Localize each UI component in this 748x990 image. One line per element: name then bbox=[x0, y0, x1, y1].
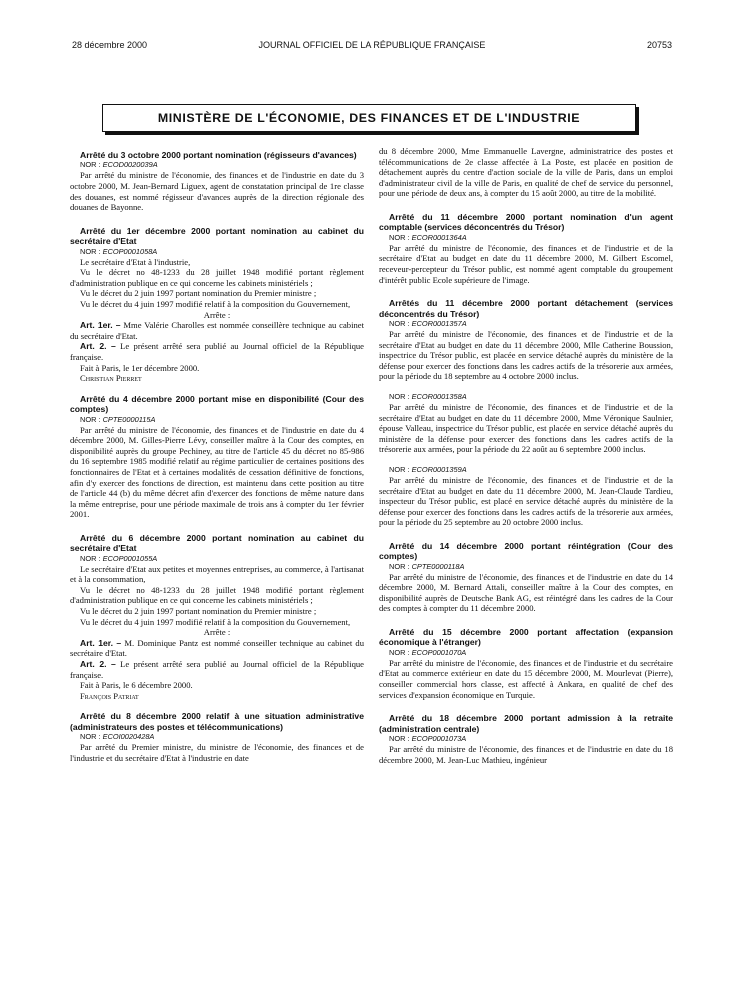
nor-reference: NOR : ECOP0001055A bbox=[80, 553, 158, 563]
decree-paragraph: Vu le décret no 48-1233 du 28 juillet 1948 modifié portant règlement d'administration publique en ce qui concerne les cabinets ministériels ; bbox=[70, 584, 364, 606]
decree-paragraph: Vu le décret no 48-1233 du 28 juillet 1948 modifié portant règlement d'administration publique en ce qui concerne les cabinets ministériels ; bbox=[70, 267, 364, 288]
decree-retraite bbox=[379, 713, 673, 765]
decree-body: Par arrêté du ministre de l'économie, des finances et de l'industrie et de la secrétaire d'Etat au budget en date du 11 décembre 2000, Mme Véronique Saulnier, épouse Valleau, inspectrice du Trésor public, est placée en service détaché auprès du ministère de la défense pour exercer des fonctions dans les cadres actifs de la trésorerie aux armées, pour la période du 22 août au 6 septembre 2000 inclus. bbox=[379, 401, 673, 455]
decree-affectation bbox=[379, 627, 673, 700]
nor-reference: NOR : ECOI0020428A bbox=[80, 732, 155, 742]
decree-date-line: Fait à Paris, le 1er décembre 2000. bbox=[80, 362, 200, 373]
decree-body-continued: du 8 décembre 2000, Mme Emmanuelle Lavergne, administratrice des postes et télécommunications de 2e classe affectée à La Poste, est placée en position de détachement auprès du centre d'action sociale de la ville de Paris, dans un emploi d'administrateur civil de la ville de Paris, en qualité de chef de service du personnel, pour une période de deux ans, à compter du 15 août 2000, au titre de la mobilité. bbox=[379, 146, 673, 199]
header-date: 28 décembre 2000 bbox=[72, 40, 148, 50]
article-2: Art. 2. – Le présent arrêté sera publié au Journal officiel de la République française. bbox=[70, 659, 364, 680]
decree-title: Arrêté du 6 décembre 2000 portant nomination au cabinet du secrétaire d'Etat bbox=[70, 532, 364, 554]
decree-detachement bbox=[379, 298, 673, 528]
decree-paragraph: Vu le décret du 2 juin 1997 portant nomination du Premier ministre ; bbox=[80, 288, 317, 299]
right-column bbox=[379, 146, 673, 765]
decree-body: Par arrêté du ministre de l'économie, des finances et de l'industrie en date du 4 décembre 2000, M. Gilles-Pierre Lévy, conseiller maître à la Cour des comptes, en disponibilité auprès du groupe Pechiney, au titre de l'article 45 du décret no 85-986 du 16 septembre 1985 modifié relatif au régime particulier de certaines positions des fonctionnaires de l'Etat et à certaines modalités de cessation définitive de fonctions, afin d'y exercer des fonctions de direction, est maintenu dans cette position au titre de l'article 44 (b) du même décret afin d'exercer des fonctions de même nature dans la même entreprise, pour une période maximale de trois ans à compter du 1er février 2001. bbox=[70, 424, 364, 520]
decree-title: Arrêté du 11 décembre 2000 portant nomination d'un agent comptable (services déconcentrés du Trésor) bbox=[379, 211, 673, 233]
decree-body: Par arrêté du ministre de l'économie, des finances et de l'industrie et de la secrétaire d'Etat au budget en date du 11 décembre 2000, Mlle Catherine Boussion, inspectrice du Trésor public, est placée en service détaché auprès du ministère de la défense pour exercer des fonctions dans les cadres actifs de la trésorerie aux armées, pour la période du 18 septembre au 4 octobre 2000 inclus. bbox=[379, 328, 673, 382]
decree-paragraph: Vu le décret du 2 juin 1997 portant nomination du Premier ministre ; bbox=[80, 606, 317, 617]
decree-cabinet-industrie bbox=[70, 226, 364, 384]
nor-reference: NOR : ECOD0020039A bbox=[80, 160, 158, 170]
signature: François Patriat bbox=[80, 690, 139, 701]
article-2: Art. 2. – Le présent arrêté sera publié au Journal officiel de la République française. bbox=[70, 341, 364, 362]
article-1: Art. 1er. – Mme Valérie Charolles est nommée conseillère technique au cabinet du secrétaire d'Etat. bbox=[70, 320, 364, 341]
decree-reintegration bbox=[379, 541, 673, 614]
decree-body: Par arrêté du ministre de l'économie, des finances et de l'industrie et de la secrétaire d'Etat au budget en date du 11 décembre 2000, M. Jean-Claude Tardieu, inspecteur du Trésor public, est placé en service détaché auprès du ministère de la défense pour exercer des fonctions dans les cadres actifs de la trésorerie aux armées, pour la période du 25 septembre au 20 octobre 2000 inclus. bbox=[379, 474, 673, 528]
nor-reference: NOR : ECOR0001357A bbox=[389, 318, 467, 328]
nor-reference: NOR : ECOR0001359A bbox=[389, 464, 467, 474]
arrete-label: Arrête : bbox=[203, 309, 231, 320]
header-journal-title: JOURNAL OFFICIEL DE LA RÉPUBLIQUE FRANÇAISE bbox=[258, 40, 486, 50]
decree-body: Par arrêté du ministre de l'économie, des finances et de l'industrie en date du 14 décembre 2000, M. Bernard Attali, conseiller maître à la Cour des comptes, en disponibilité auprès de Deutsche Bank AG, est réintégré dans les cadres de la Cour des comptes à compter du 11 décembre 2000. bbox=[379, 571, 673, 614]
decree-body: Par arrêté du ministre de l'économie, des finances et de l'industrie en date du 3 octobre 2000, M. Jean-Bernard Liguex, agent de constatation principal de 1re classe des douanes, est nommé régisseur d'avances auprès de la direction régionale des douanes de Bayonne. bbox=[70, 170, 364, 213]
decree-title: Arrêté du 3 octobre 2000 portant nomination (régisseurs d'avances) bbox=[80, 150, 357, 160]
decree-body: Par arrêté du Premier ministre, du ministre de l'économie, des finances et de l'industrie et du secrétaire d'Etat à l'industrie en date bbox=[70, 742, 364, 763]
nor-reference: NOR : ECOR0001358A bbox=[389, 391, 467, 401]
decree-title: Arrêté du 15 décembre 2000 portant affectation (expansion économique à l'étranger) bbox=[379, 627, 673, 648]
left-column bbox=[70, 150, 364, 763]
decree-title: Arrêté du 1er décembre 2000 portant nomination au cabinet du secrétaire d'Etat bbox=[70, 225, 364, 247]
nor-reference: NOR : ECOR0001364A bbox=[389, 232, 467, 242]
nor-reference: NOR : ECOP0001073A bbox=[389, 734, 467, 744]
signature: Christian Pierret bbox=[80, 373, 142, 384]
decree-title: Arrêtés du 11 décembre 2000 portant détachement (services déconcentrés du Trésor) bbox=[379, 298, 673, 319]
decree-agent-comptable bbox=[379, 212, 673, 285]
article-1: Art. 1er. – M. Dominique Pantz est nommé conseiller technique au cabinet du secrétaire d'Etat. bbox=[70, 637, 365, 659]
decree-paragraph: Vu le décret du 4 juin 1997 modifié relatif à la composition du Gouvernement, bbox=[80, 298, 351, 309]
decree-paragraph: Le secrétaire d'Etat à l'industrie, bbox=[80, 256, 191, 267]
nor-reference: NOR : CPTE0000118A bbox=[389, 561, 465, 571]
decree-cabinet-pme bbox=[70, 533, 364, 702]
header-page-number: 20753 bbox=[646, 40, 672, 50]
decree-paragraph: Le secrétaire d'Etat aux petites et moyennes entreprises, au commerce, à l'artisanat et à la consommation, bbox=[70, 563, 364, 585]
decree-situation-administrative bbox=[70, 711, 364, 763]
nor-reference: NOR : ECOP0001070A bbox=[389, 647, 467, 657]
ministry-banner: MINISTÈRE DE L'ÉCONOMIE, DES FINANCES ET DE L'INDUSTRIE bbox=[102, 104, 636, 132]
arrete-label: Arrête : bbox=[203, 627, 231, 638]
decree-disponibilite bbox=[70, 394, 364, 520]
decree-body: Par arrêté du ministre de l'économie, des finances et de l'industrie et du secrétaire d'Etat au commerce extérieur en date du 15 décembre 2000, M. Mourlevat (Pierre), conseiller commercial hors classe, est affecté à Ankara, en qualité de chef des services d'expansion économique en Turquie. bbox=[379, 657, 673, 700]
nor-reference: NOR : CPTE0000115A bbox=[80, 414, 156, 424]
decree-title: Arrêté du 4 décembre 2000 portant mise en disponibilité (Cour des comptes) bbox=[70, 393, 364, 415]
decree-title: Arrêté du 14 décembre 2000 portant réintégration (Cour des comptes) bbox=[379, 540, 673, 562]
decree-paragraph: Vu le décret du 4 juin 1997 modifié relatif à la composition du Gouvernement, bbox=[80, 616, 351, 627]
decree-body: Par arrêté du ministre de l'économie, des finances et de l'industrie et de la secrétaire d'Etat au budget en date du 11 décembre 2000, M. Gilbert Escomel, receveur-percepteur du Trésor public, est nommé agent comptable du groupement d'intérêt public Ecole supérieure de l'image. bbox=[379, 242, 673, 285]
decree-title: Arrêté du 8 décembre 2000 relatif à une situation administrative (administrateurs des postes et télécommunications) bbox=[70, 711, 364, 732]
page-header bbox=[72, 40, 672, 52]
nor-reference: NOR : ECOP0001058A bbox=[80, 246, 158, 256]
decree-regisseurs bbox=[70, 150, 364, 213]
decree-body: Par arrêté du ministre de l'économie, des finances et de l'industrie en date du 18 décembre 2000, M. Jean-Luc Mathieu, ingénieur bbox=[379, 744, 673, 765]
decree-title: Arrêté du 18 décembre 2000 portant admission à la retraite (administration centrale) bbox=[379, 713, 673, 734]
decree-date-line: Fait à Paris, le 6 décembre 2000. bbox=[80, 680, 193, 691]
